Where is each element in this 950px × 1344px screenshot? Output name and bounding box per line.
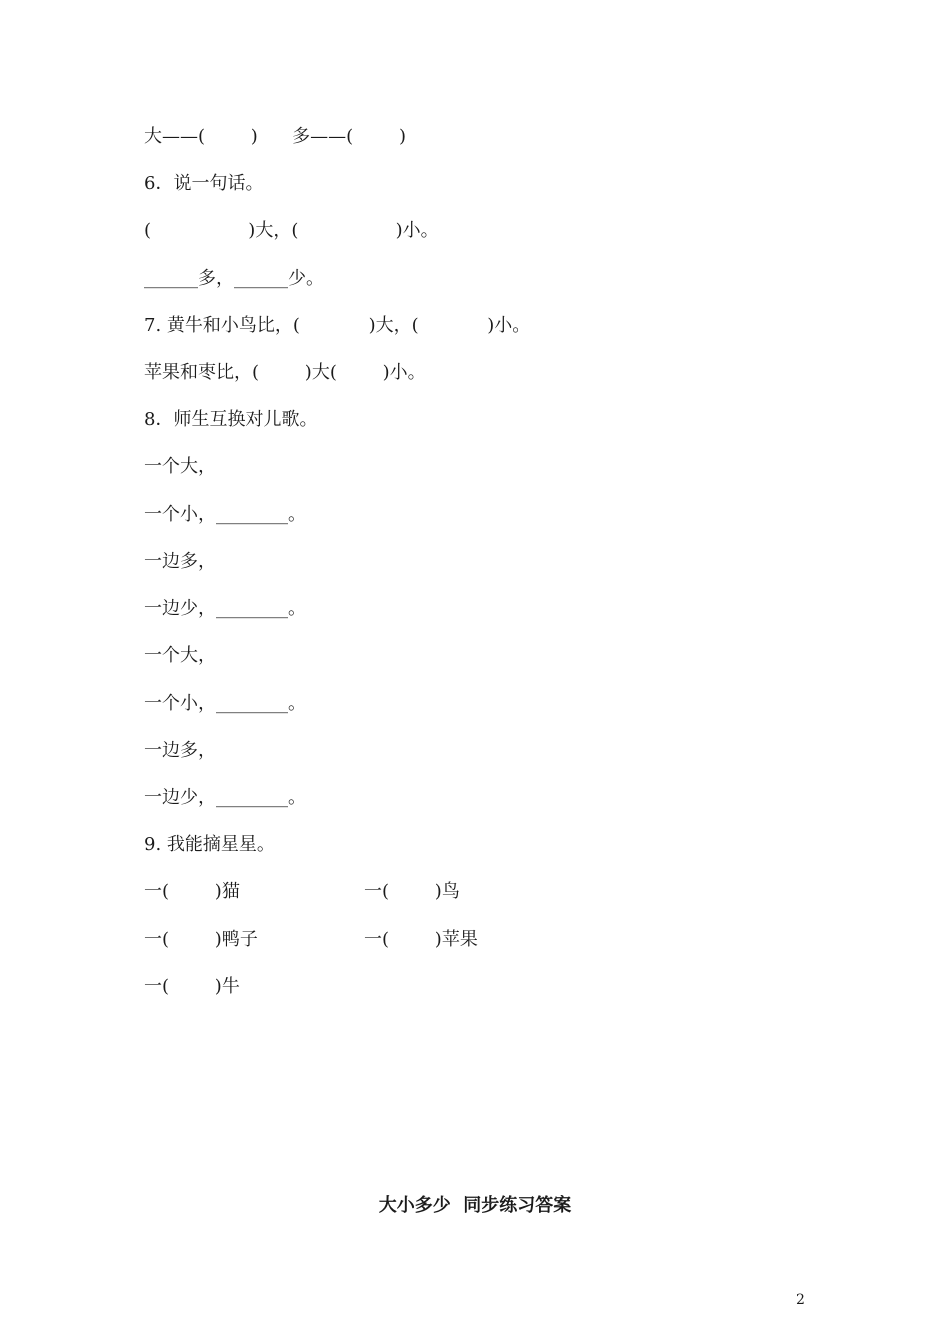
- answer-section-title: 大小多少 同步练习答案: [378, 1195, 572, 1216]
- rhyme-line: 一边多，: [144, 740, 216, 761]
- rhyme-line: 一个大，: [144, 645, 216, 666]
- rhyme-line: 一个小，________。: [144, 693, 306, 714]
- rhyme-line: 一边少，________。: [144, 787, 306, 808]
- star-item-cow: 一( )牛: [144, 976, 240, 997]
- star-item-cat: 一( )猫: [144, 881, 240, 902]
- rhyme-line: 一个大，: [144, 456, 216, 477]
- text-line-more-less-blanks: ______多，______少。: [144, 268, 324, 289]
- question-8-heading: 8．师生互换对儿歌。: [144, 409, 318, 430]
- page-number: 2: [796, 1292, 805, 1308]
- rhyme-line: 一边多，: [144, 551, 216, 572]
- question-7-line: 7. 黄牛和小鸟比，( )大，( )小。: [144, 315, 531, 336]
- question-9-heading: 9. 我能摘星星。: [144, 834, 275, 855]
- question-6-heading: 6．说一句话。: [144, 173, 264, 194]
- star-item-apple: 一( )苹果: [364, 929, 478, 950]
- rhyme-line: 一边少，________。: [144, 598, 306, 619]
- text-line-big-small-blanks: ( )大，( )小。: [144, 220, 439, 241]
- star-item-bird: 一( )鸟: [364, 881, 460, 902]
- star-item-duck: 一( )鸭子: [144, 929, 258, 950]
- text-line-da-duo-blanks: 大——( ) 多——( ): [144, 126, 406, 147]
- rhyme-line: 一个小，________。: [144, 504, 306, 525]
- text-line-apple-date: 苹果和枣比，( )大( )小。: [144, 362, 426, 383]
